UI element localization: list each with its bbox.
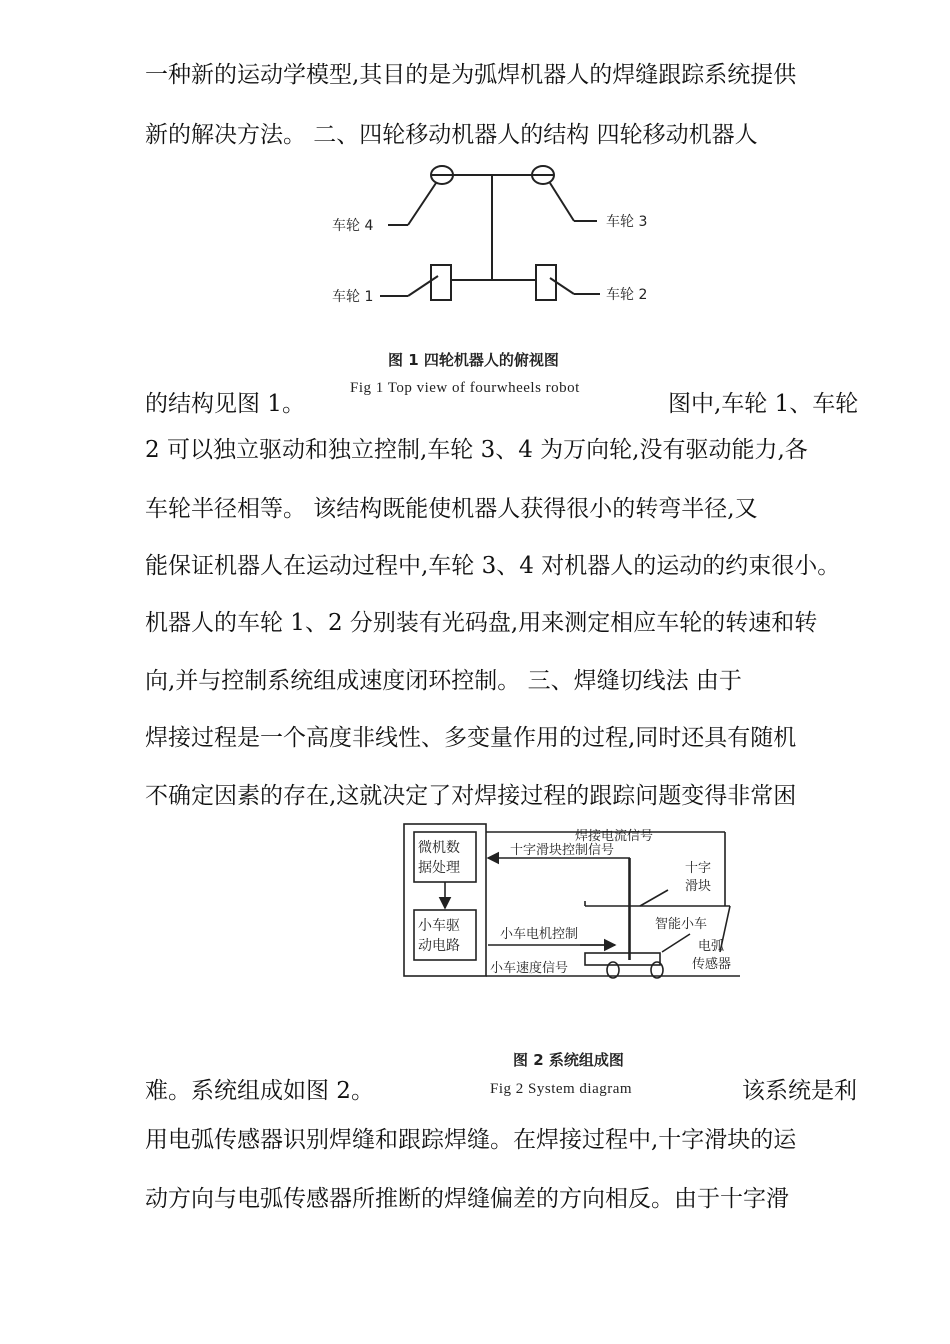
box-bottom-line2: 动电路 [418, 938, 460, 954]
text-line-9: 焊接过程是一个高度非线性、多变量作用的过程,同时还具有随机 [145, 725, 797, 751]
figure-2-caption-cn: 图 2 系统组成图 [513, 1051, 624, 1069]
wheel-2-label: 车轮 2 [606, 287, 648, 303]
slider-label-1: 十字 [685, 861, 712, 876]
box-bottom-line1: 小车驱 [418, 918, 460, 934]
wheel-2-shape [536, 265, 556, 300]
text-line-3a: 的结构见图 1。 [145, 391, 305, 417]
text-line-13: 动方向与电弧传感器所推断的焊缝偏差的方向相反。由于十字滑 [145, 1186, 789, 1212]
welding-current-label: 焊接电流信号 [575, 829, 654, 844]
speed-signal-label: 小车速度信号 [490, 961, 569, 976]
wheel-1-label: 车轮 1 [332, 289, 374, 305]
text-line-12: 用电弧传感器识别焊缝和跟踪焊缝。在焊接过程中,十字滑块的运 [145, 1127, 797, 1153]
car-motor-label: 小车电机控制 [500, 927, 579, 942]
smart-car-label: 智能小车 [655, 917, 708, 932]
text-line-10: 不确定因素的存在,这就决定了对焊接过程的跟踪问题变得非常困 [145, 783, 797, 809]
text-line-4: 2 可以独立驱动和独立控制,车轮 3、4 为万向轮,没有驱动能力,各 [145, 437, 808, 463]
wheel-4-label: 车轮 4 [332, 218, 374, 234]
text-line-6: 能保证机器人在运动过程中,车轮 3、4 对机器人的运动的约束很小。 [145, 553, 841, 579]
text-line-5: 车轮半径相等。 该结构既能使机器人获得很小的转弯半径,又 [145, 496, 758, 522]
arc-sensor-label-1: 电弧 [698, 939, 725, 954]
box-top-line2: 据处理 [418, 860, 460, 876]
figure-1-caption-cn: 图 1 四轮机器人的俯视图 [388, 351, 559, 369]
text-line-3b: 图中,车轮 1、车轮 [668, 391, 859, 417]
figure-1-caption-en: Fig 1 Top view of fourwheels robot [350, 380, 580, 396]
arc-sensor-label-2: 传感器 [692, 957, 732, 972]
car-body [585, 953, 660, 965]
text-line-2: 新的解决方法。 二、四轮移动机器人的结构 四轮移动机器人 [145, 122, 758, 148]
wheel-3-label: 车轮 3 [606, 214, 648, 230]
figure-2-system-diagram [400, 820, 745, 985]
slider-label-2: 滑块 [685, 879, 712, 894]
box-top-line1: 微机数 [418, 840, 460, 856]
text-line-8: 向,并与控制系统组成速度闭环控制。 三、焊缝切线法 由于 [145, 668, 742, 694]
slider-control-label: 十字滑块控制信号 [510, 843, 615, 858]
figure-1-top-view-diagram [320, 158, 670, 308]
text-line-1: 一种新的运动学模型,其目的是为弧焊机器人的焊缝跟踪系统提供 [145, 62, 797, 88]
text-line-11b: 该系统是利 [742, 1078, 857, 1104]
wheel-1-shape [431, 265, 451, 300]
text-line-7: 机器人的车轮 1、2 分别装有光码盘,用来测定相应车轮的转速和转 [145, 610, 818, 636]
figure-2-caption-en: Fig 2 System diagram [490, 1081, 633, 1097]
text-line-11a: 难。系统组成如图 2。 [145, 1078, 374, 1104]
